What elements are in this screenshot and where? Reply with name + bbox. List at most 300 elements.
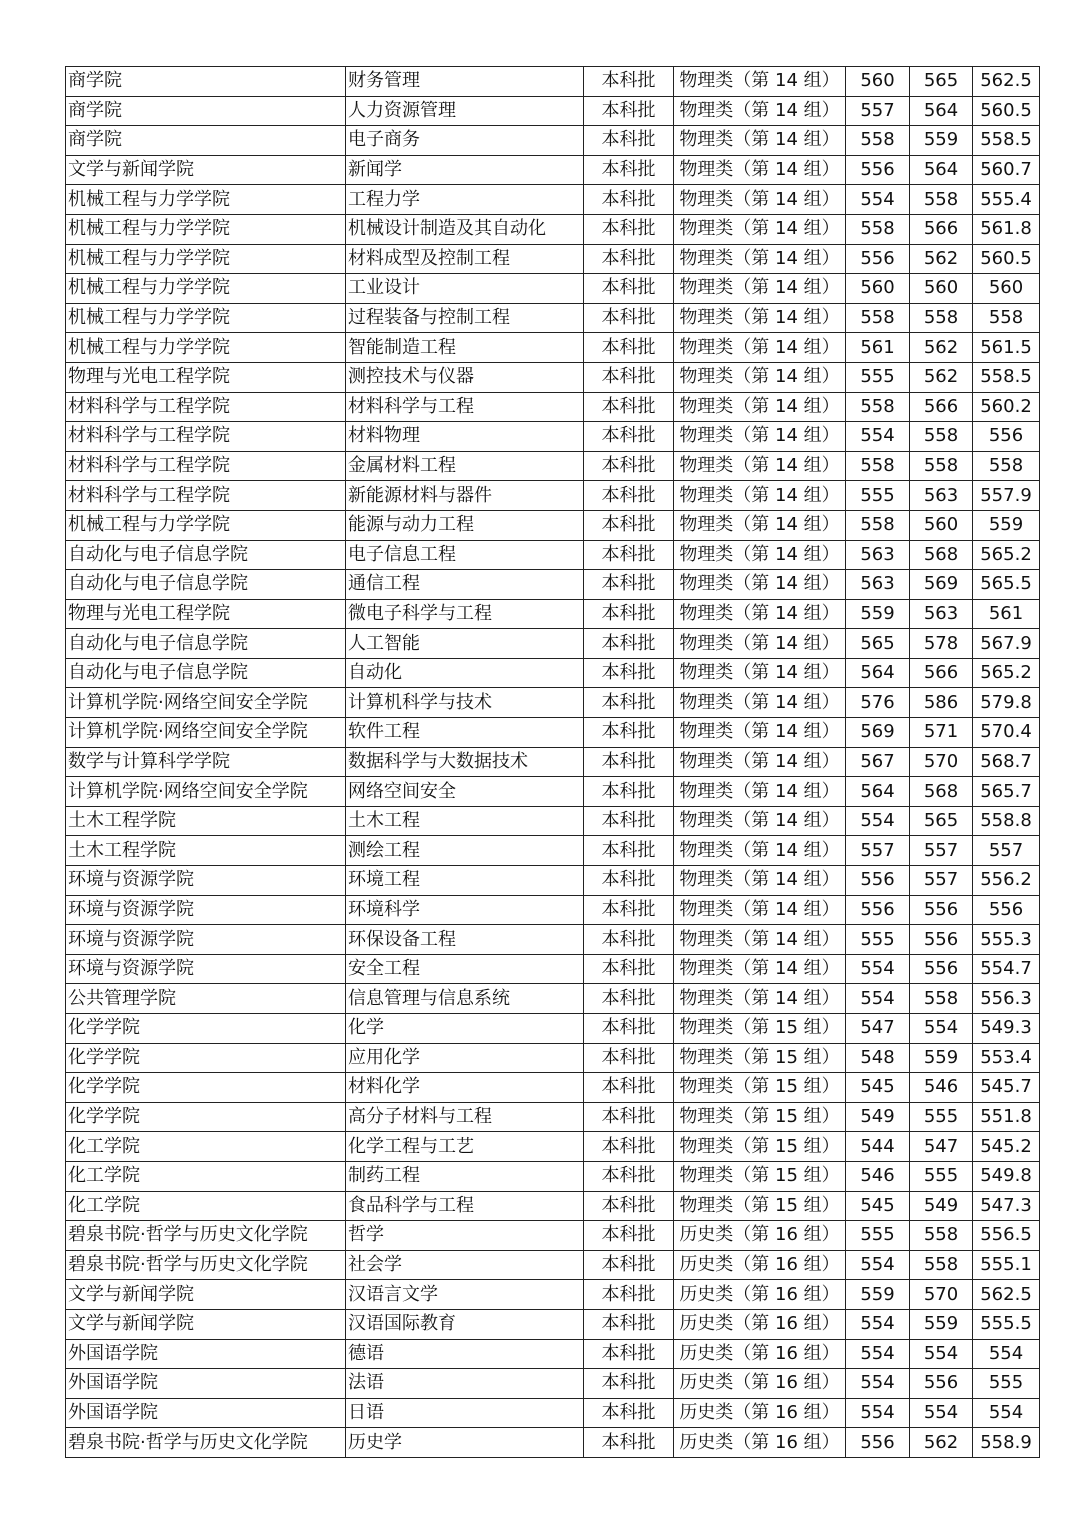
min-score-cell: 554 — [846, 954, 910, 984]
category-cell: 物理类（第 14 组） — [674, 392, 846, 422]
major-cell: 日语 — [346, 1398, 584, 1428]
min-score-cell: 558 — [846, 392, 910, 422]
major-cell: 土木工程 — [346, 806, 584, 836]
category-cell: 历史类（第 16 组） — [674, 1280, 846, 1310]
category-cell: 物理类（第 15 组） — [674, 1043, 846, 1073]
major-cell: 自动化 — [346, 658, 584, 688]
avg-score-cell: 554.7 — [973, 954, 1040, 984]
avg-score-cell: 561 — [973, 599, 1040, 629]
college-cell: 环境与资源学院 — [66, 925, 346, 955]
min-score-cell: 554 — [846, 1309, 910, 1339]
category-cell: 物理类（第 15 组） — [674, 1102, 846, 1132]
college-cell: 材料科学与工程学院 — [66, 422, 346, 452]
college-cell: 碧泉书院·哲学与历史文化学院 — [66, 1250, 346, 1280]
max-score-cell: 557 — [910, 836, 973, 866]
category-cell: 物理类（第 14 组） — [674, 688, 846, 718]
college-cell: 外国语学院 — [66, 1339, 346, 1369]
major-cell: 金属材料工程 — [346, 451, 584, 481]
table-row — [66, 1280, 1040, 1310]
avg-score-cell: 561.8 — [973, 214, 1040, 244]
max-score-cell: 558 — [910, 984, 973, 1014]
max-score-cell: 578 — [910, 629, 973, 659]
major-cell: 材料科学与工程 — [346, 392, 584, 422]
batch-cell: 本科批 — [584, 895, 674, 925]
min-score-cell: 554 — [846, 1398, 910, 1428]
table-row — [66, 481, 1040, 511]
max-score-cell: 559 — [910, 126, 973, 156]
batch-cell: 本科批 — [584, 1428, 674, 1458]
college-cell: 碧泉书院·哲学与历史文化学院 — [66, 1221, 346, 1251]
table-row — [66, 1221, 1040, 1251]
min-score-cell: 545 — [846, 1073, 910, 1103]
batch-cell: 本科批 — [584, 1073, 674, 1103]
avg-score-cell: 557.9 — [973, 481, 1040, 511]
major-cell: 能源与动力工程 — [346, 510, 584, 540]
table-row — [66, 510, 1040, 540]
college-cell: 自动化与电子信息学院 — [66, 540, 346, 570]
max-score-cell: 558 — [910, 451, 973, 481]
table-row — [66, 599, 1040, 629]
batch-cell: 本科批 — [584, 510, 674, 540]
table-row — [66, 540, 1040, 570]
major-cell: 电子商务 — [346, 126, 584, 156]
avg-score-cell: 554 — [973, 1339, 1040, 1369]
major-cell: 工业设计 — [346, 274, 584, 304]
category-cell: 物理类（第 15 组） — [674, 1073, 846, 1103]
category-cell: 物理类（第 14 组） — [674, 777, 846, 807]
category-cell: 物理类（第 14 组） — [674, 570, 846, 600]
college-cell: 碧泉书院·哲学与历史文化学院 — [66, 1428, 346, 1458]
category-cell: 历史类（第 16 组） — [674, 1339, 846, 1369]
batch-cell: 本科批 — [584, 836, 674, 866]
max-score-cell: 569 — [910, 570, 973, 600]
avg-score-cell: 556 — [973, 422, 1040, 452]
major-cell: 汉语国际教育 — [346, 1309, 584, 1339]
avg-score-cell: 555 — [973, 1369, 1040, 1399]
avg-score-cell: 558.5 — [973, 126, 1040, 156]
category-cell: 物理类（第 14 组） — [674, 895, 846, 925]
min-score-cell: 546 — [846, 1161, 910, 1191]
max-score-cell: 559 — [910, 1043, 973, 1073]
category-cell: 物理类（第 14 组） — [674, 836, 846, 866]
table-row — [66, 244, 1040, 274]
max-score-cell: 564 — [910, 155, 973, 185]
category-cell: 物理类（第 14 组） — [674, 599, 846, 629]
min-score-cell: 554 — [846, 1369, 910, 1399]
min-score-cell: 556 — [846, 895, 910, 925]
min-score-cell: 557 — [846, 836, 910, 866]
min-score-cell: 569 — [846, 718, 910, 748]
major-cell: 网络空间安全 — [346, 777, 584, 807]
avg-score-cell: 561.5 — [973, 333, 1040, 363]
major-cell: 工程力学 — [346, 185, 584, 215]
category-cell: 物理类（第 14 组） — [674, 866, 846, 896]
category-cell: 历史类（第 16 组） — [674, 1309, 846, 1339]
table-row — [66, 1339, 1040, 1369]
category-cell: 物理类（第 14 组） — [674, 984, 846, 1014]
category-cell: 物理类（第 14 组） — [674, 422, 846, 452]
max-score-cell: 570 — [910, 747, 973, 777]
max-score-cell: 562 — [910, 244, 973, 274]
table-row — [66, 1043, 1040, 1073]
min-score-cell: 549 — [846, 1102, 910, 1132]
batch-cell: 本科批 — [584, 214, 674, 244]
college-cell: 化工学院 — [66, 1161, 346, 1191]
college-cell: 材料科学与工程学院 — [66, 481, 346, 511]
table-row — [66, 1250, 1040, 1280]
major-cell: 德语 — [346, 1339, 584, 1369]
min-score-cell: 563 — [846, 540, 910, 570]
major-cell: 环境科学 — [346, 895, 584, 925]
max-score-cell: 564 — [910, 96, 973, 126]
college-cell: 商学院 — [66, 96, 346, 126]
batch-cell: 本科批 — [584, 570, 674, 600]
avg-score-cell: 556.2 — [973, 866, 1040, 896]
category-cell: 物理类（第 14 组） — [674, 481, 846, 511]
batch-cell: 本科批 — [584, 658, 674, 688]
major-cell: 软件工程 — [346, 718, 584, 748]
max-score-cell: 586 — [910, 688, 973, 718]
college-cell: 化工学院 — [66, 1132, 346, 1162]
min-score-cell: 548 — [846, 1043, 910, 1073]
avg-score-cell: 562.5 — [973, 67, 1040, 97]
major-cell: 法语 — [346, 1369, 584, 1399]
category-cell: 物理类（第 14 组） — [674, 303, 846, 333]
avg-score-cell: 560.7 — [973, 155, 1040, 185]
table-row — [66, 155, 1040, 185]
college-cell: 文学与新闻学院 — [66, 1309, 346, 1339]
college-cell: 文学与新闻学院 — [66, 155, 346, 185]
avg-score-cell: 545.2 — [973, 1132, 1040, 1162]
college-cell: 土木工程学院 — [66, 806, 346, 836]
max-score-cell: 562 — [910, 333, 973, 363]
category-cell: 物理类（第 15 组） — [674, 1132, 846, 1162]
avg-score-cell: 560.2 — [973, 392, 1040, 422]
min-score-cell: 558 — [846, 303, 910, 333]
table-row — [66, 214, 1040, 244]
batch-cell: 本科批 — [584, 67, 674, 97]
college-cell: 物理与光电工程学院 — [66, 599, 346, 629]
major-cell: 人工智能 — [346, 629, 584, 659]
min-score-cell: 567 — [846, 747, 910, 777]
max-score-cell: 568 — [910, 540, 973, 570]
max-score-cell: 565 — [910, 806, 973, 836]
min-score-cell: 554 — [846, 1250, 910, 1280]
category-cell: 物理类（第 14 组） — [674, 333, 846, 363]
avg-score-cell: 565.2 — [973, 540, 1040, 570]
college-cell: 外国语学院 — [66, 1398, 346, 1428]
min-score-cell: 555 — [846, 925, 910, 955]
college-cell: 材料科学与工程学院 — [66, 392, 346, 422]
college-cell: 外国语学院 — [66, 1369, 346, 1399]
max-score-cell: 559 — [910, 1309, 973, 1339]
avg-score-cell: 565.5 — [973, 570, 1040, 600]
table-row — [66, 392, 1040, 422]
max-score-cell: 571 — [910, 718, 973, 748]
major-cell: 安全工程 — [346, 954, 584, 984]
table-row — [66, 1428, 1040, 1458]
category-cell: 物理类（第 14 组） — [674, 274, 846, 304]
major-cell: 制药工程 — [346, 1161, 584, 1191]
avg-score-cell: 555.1 — [973, 1250, 1040, 1280]
college-cell: 化工学院 — [66, 1191, 346, 1221]
max-score-cell: 566 — [910, 658, 973, 688]
max-score-cell: 566 — [910, 392, 973, 422]
max-score-cell: 558 — [910, 422, 973, 452]
college-cell: 计算机学院·网络空间安全学院 — [66, 777, 346, 807]
max-score-cell: 549 — [910, 1191, 973, 1221]
major-cell: 通信工程 — [346, 570, 584, 600]
min-score-cell: 547 — [846, 1014, 910, 1044]
category-cell: 物理类（第 14 组） — [674, 806, 846, 836]
batch-cell: 本科批 — [584, 1043, 674, 1073]
major-cell: 材料成型及控制工程 — [346, 244, 584, 274]
avg-score-cell: 545.7 — [973, 1073, 1040, 1103]
college-cell: 物理与光电工程学院 — [66, 362, 346, 392]
batch-cell: 本科批 — [584, 126, 674, 156]
min-score-cell: 558 — [846, 214, 910, 244]
category-cell: 物理类（第 15 组） — [674, 1161, 846, 1191]
major-cell: 环保设备工程 — [346, 925, 584, 955]
batch-cell: 本科批 — [584, 954, 674, 984]
batch-cell: 本科批 — [584, 718, 674, 748]
min-score-cell: 558 — [846, 510, 910, 540]
college-cell: 机械工程与力学学院 — [66, 214, 346, 244]
avg-score-cell: 558 — [973, 451, 1040, 481]
college-cell: 环境与资源学院 — [66, 954, 346, 984]
batch-cell: 本科批 — [584, 422, 674, 452]
max-score-cell: 556 — [910, 925, 973, 955]
min-score-cell: 555 — [846, 362, 910, 392]
college-cell: 环境与资源学院 — [66, 866, 346, 896]
college-cell: 文学与新闻学院 — [66, 1280, 346, 1310]
batch-cell: 本科批 — [584, 1369, 674, 1399]
min-score-cell: 557 — [846, 96, 910, 126]
major-cell: 材料化学 — [346, 1073, 584, 1103]
min-score-cell: 560 — [846, 67, 910, 97]
table-row — [66, 422, 1040, 452]
min-score-cell: 560 — [846, 274, 910, 304]
category-cell: 历史类（第 16 组） — [674, 1398, 846, 1428]
max-score-cell: 562 — [910, 1428, 973, 1458]
category-cell: 物理类（第 14 组） — [674, 185, 846, 215]
major-cell: 社会学 — [346, 1250, 584, 1280]
category-cell: 物理类（第 14 组） — [674, 718, 846, 748]
college-cell: 环境与资源学院 — [66, 895, 346, 925]
table-row — [66, 895, 1040, 925]
college-cell: 计算机学院·网络空间安全学院 — [66, 718, 346, 748]
min-score-cell: 556 — [846, 1428, 910, 1458]
category-cell: 历史类（第 16 组） — [674, 1221, 846, 1251]
table-row — [66, 362, 1040, 392]
avg-score-cell: 556.5 — [973, 1221, 1040, 1251]
min-score-cell: 558 — [846, 126, 910, 156]
min-score-cell: 554 — [846, 984, 910, 1014]
min-score-cell: 563 — [846, 570, 910, 600]
max-score-cell: 568 — [910, 777, 973, 807]
college-cell: 机械工程与力学学院 — [66, 185, 346, 215]
min-score-cell: 561 — [846, 333, 910, 363]
category-cell: 物理类（第 15 组） — [674, 1014, 846, 1044]
table-row — [66, 274, 1040, 304]
major-cell: 哲学 — [346, 1221, 584, 1251]
max-score-cell: 562 — [910, 362, 973, 392]
min-score-cell: 545 — [846, 1191, 910, 1221]
max-score-cell: 554 — [910, 1339, 973, 1369]
table-row — [66, 96, 1040, 126]
batch-cell: 本科批 — [584, 925, 674, 955]
min-score-cell: 554 — [846, 806, 910, 836]
avg-score-cell: 558.8 — [973, 806, 1040, 836]
table-row — [66, 570, 1040, 600]
batch-cell: 本科批 — [584, 1280, 674, 1310]
category-cell: 物理类（第 14 组） — [674, 540, 846, 570]
table-row — [66, 718, 1040, 748]
max-score-cell: 556 — [910, 954, 973, 984]
major-cell: 高分子材料与工程 — [346, 1102, 584, 1132]
college-cell: 自动化与电子信息学院 — [66, 570, 346, 600]
min-score-cell: 556 — [846, 866, 910, 896]
avg-score-cell: 556 — [973, 895, 1040, 925]
min-score-cell: 576 — [846, 688, 910, 718]
table-row — [66, 688, 1040, 718]
table-row — [66, 1191, 1040, 1221]
batch-cell: 本科批 — [584, 362, 674, 392]
table-row — [66, 333, 1040, 363]
avg-score-cell: 558 — [973, 303, 1040, 333]
batch-cell: 本科批 — [584, 303, 674, 333]
college-cell: 公共管理学院 — [66, 984, 346, 1014]
max-score-cell: 566 — [910, 214, 973, 244]
category-cell: 历史类（第 16 组） — [674, 1369, 846, 1399]
batch-cell: 本科批 — [584, 629, 674, 659]
major-cell: 新闻学 — [346, 155, 584, 185]
table-row — [66, 954, 1040, 984]
min-score-cell: 564 — [846, 658, 910, 688]
table-row — [66, 1398, 1040, 1428]
table-body — [66, 67, 1040, 1458]
max-score-cell: 554 — [910, 1014, 973, 1044]
category-cell: 物理类（第 14 组） — [674, 96, 846, 126]
college-cell: 土木工程学院 — [66, 836, 346, 866]
avg-score-cell: 556.3 — [973, 984, 1040, 1014]
batch-cell: 本科批 — [584, 1398, 674, 1428]
college-cell: 商学院 — [66, 67, 346, 97]
batch-cell: 本科批 — [584, 1250, 674, 1280]
category-cell: 物理类（第 14 组） — [674, 155, 846, 185]
min-score-cell: 554 — [846, 185, 910, 215]
table-row — [66, 747, 1040, 777]
batch-cell: 本科批 — [584, 777, 674, 807]
major-cell: 信息管理与信息系统 — [346, 984, 584, 1014]
table-row — [66, 777, 1040, 807]
batch-cell: 本科批 — [584, 333, 674, 363]
category-cell: 物理类（第 14 组） — [674, 451, 846, 481]
category-cell: 物理类（第 14 组） — [674, 214, 846, 244]
category-cell: 物理类（第 15 组） — [674, 1191, 846, 1221]
college-cell: 机械工程与力学学院 — [66, 303, 346, 333]
max-score-cell: 565 — [910, 67, 973, 97]
avg-score-cell: 565.7 — [973, 777, 1040, 807]
category-cell: 物理类（第 14 组） — [674, 629, 846, 659]
batch-cell: 本科批 — [584, 1339, 674, 1369]
batch-cell: 本科批 — [584, 155, 674, 185]
min-score-cell: 559 — [846, 1280, 910, 1310]
batch-cell: 本科批 — [584, 1191, 674, 1221]
major-cell: 计算机科学与技术 — [346, 688, 584, 718]
table-row — [66, 451, 1040, 481]
max-score-cell: 563 — [910, 599, 973, 629]
college-cell: 机械工程与力学学院 — [66, 510, 346, 540]
category-cell: 历史类（第 16 组） — [674, 1250, 846, 1280]
batch-cell: 本科批 — [584, 599, 674, 629]
category-cell: 物理类（第 14 组） — [674, 67, 846, 97]
min-score-cell: 558 — [846, 451, 910, 481]
batch-cell: 本科批 — [584, 185, 674, 215]
avg-score-cell: 558.9 — [973, 1428, 1040, 1458]
table-row — [66, 1309, 1040, 1339]
college-cell: 自动化与电子信息学院 — [66, 629, 346, 659]
min-score-cell: 565 — [846, 629, 910, 659]
college-cell: 自动化与电子信息学院 — [66, 658, 346, 688]
table-row — [66, 836, 1040, 866]
college-cell: 机械工程与力学学院 — [66, 333, 346, 363]
college-cell: 化学学院 — [66, 1014, 346, 1044]
category-cell: 物理类（第 14 组） — [674, 244, 846, 274]
min-score-cell: 554 — [846, 422, 910, 452]
min-score-cell: 555 — [846, 1221, 910, 1251]
table-row — [66, 806, 1040, 836]
batch-cell: 本科批 — [584, 96, 674, 126]
table-row — [66, 67, 1040, 97]
major-cell: 环境工程 — [346, 866, 584, 896]
batch-cell: 本科批 — [584, 1014, 674, 1044]
batch-cell: 本科批 — [584, 244, 674, 274]
college-cell: 机械工程与力学学院 — [66, 244, 346, 274]
max-score-cell: 558 — [910, 1250, 973, 1280]
major-cell: 历史学 — [346, 1428, 584, 1458]
category-cell: 物理类（第 14 组） — [674, 747, 846, 777]
major-cell: 化学 — [346, 1014, 584, 1044]
avg-score-cell: 562.5 — [973, 1280, 1040, 1310]
max-score-cell: 555 — [910, 1102, 973, 1132]
batch-cell: 本科批 — [584, 1132, 674, 1162]
min-score-cell: 564 — [846, 777, 910, 807]
max-score-cell: 554 — [910, 1398, 973, 1428]
table-row — [66, 126, 1040, 156]
admission-score-table — [65, 66, 1040, 1458]
college-cell: 化学学院 — [66, 1102, 346, 1132]
avg-score-cell: 549.8 — [973, 1161, 1040, 1191]
major-cell: 微电子科学与工程 — [346, 599, 584, 629]
max-score-cell: 558 — [910, 185, 973, 215]
category-cell: 历史类（第 16 组） — [674, 1428, 846, 1458]
batch-cell: 本科批 — [584, 1161, 674, 1191]
avg-score-cell: 555.5 — [973, 1309, 1040, 1339]
min-score-cell: 556 — [846, 155, 910, 185]
batch-cell: 本科批 — [584, 1221, 674, 1251]
avg-score-cell: 554 — [973, 1398, 1040, 1428]
max-score-cell: 563 — [910, 481, 973, 511]
avg-score-cell: 553.4 — [973, 1043, 1040, 1073]
min-score-cell: 555 — [846, 481, 910, 511]
batch-cell: 本科批 — [584, 540, 674, 570]
college-cell: 机械工程与力学学院 — [66, 274, 346, 304]
batch-cell: 本科批 — [584, 688, 674, 718]
avg-score-cell: 555.4 — [973, 185, 1040, 215]
table-row — [66, 658, 1040, 688]
major-cell: 材料物理 — [346, 422, 584, 452]
